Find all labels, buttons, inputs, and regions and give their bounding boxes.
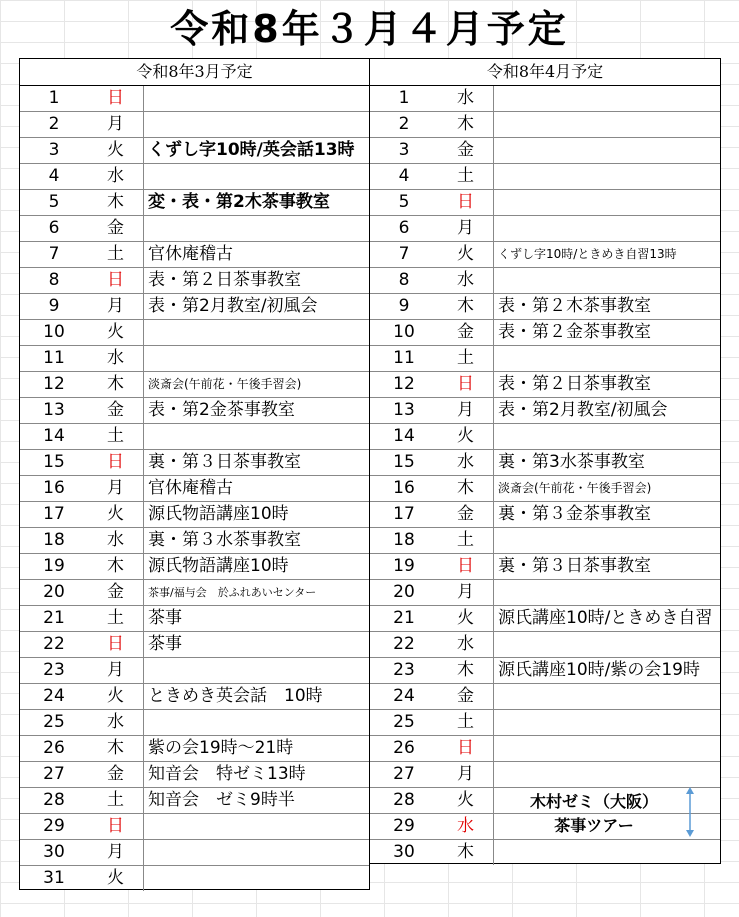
table-row	[370, 476, 720, 502]
table-row	[20, 346, 369, 372]
weekday: 水	[88, 346, 144, 371]
table-row	[370, 554, 720, 580]
page-title: 令和8年３月４月予定	[170, 7, 569, 51]
day-number: 4	[48, 166, 60, 186]
table-row	[20, 788, 369, 814]
weekday: 火	[438, 606, 494, 631]
event-text: 知音会 特ゼミ13時	[148, 764, 306, 784]
event-text	[496, 424, 720, 449]
event-text: 紫の会19時～21時	[148, 738, 294, 758]
event-text	[146, 86, 370, 111]
weekday: 日	[438, 372, 494, 397]
table-row	[20, 424, 369, 450]
weekday: 火	[88, 866, 144, 891]
weekday: 日	[88, 814, 144, 839]
weekday: 土	[438, 346, 494, 371]
table-row	[20, 606, 369, 632]
day-number: 29	[393, 816, 415, 836]
table-row	[20, 476, 369, 502]
table-row	[20, 866, 369, 892]
table-row	[370, 294, 720, 320]
day-number: 13	[43, 400, 65, 420]
weekday: 日	[438, 554, 494, 579]
table-row	[20, 450, 369, 476]
day-number: 16	[393, 478, 415, 498]
table-row	[370, 112, 720, 138]
weekday: 水	[88, 528, 144, 553]
day-number: 30	[43, 842, 65, 862]
day-number: 18	[43, 530, 65, 550]
table-row	[370, 736, 720, 762]
weekday: 木	[438, 840, 494, 865]
day-number: 17	[393, 504, 415, 524]
event-text: 変・表・第2木茶事教室	[148, 192, 330, 212]
day-number: 20	[393, 582, 415, 602]
weekday: 木	[438, 658, 494, 683]
weekday: 水	[438, 632, 494, 657]
event-text: 官休庵稽古	[148, 478, 233, 498]
day-number: 28	[393, 790, 415, 810]
weekday: 火	[88, 138, 144, 163]
weekday: 金	[88, 762, 144, 787]
table-row	[20, 216, 369, 242]
day-number: 23	[43, 660, 65, 680]
day-number: 24	[393, 686, 415, 706]
weekday: 火	[88, 684, 144, 709]
weekday: 日	[88, 450, 144, 475]
day-number: 12	[393, 374, 415, 394]
table-row	[20, 242, 369, 268]
day-number: 25	[43, 712, 65, 732]
march-header: 令和8年3月予定	[20, 59, 369, 86]
table-row	[370, 86, 720, 112]
event-text: 茶事/福与会 於ふれあいセンター	[148, 586, 317, 599]
day-number: 18	[393, 530, 415, 550]
weekday: 木	[88, 372, 144, 397]
table-row	[370, 580, 720, 606]
april-rows	[370, 86, 720, 866]
table-row	[370, 424, 720, 450]
april-table	[370, 58, 721, 864]
weekday: 日	[438, 736, 494, 761]
table-row	[20, 502, 369, 528]
table-row	[20, 840, 369, 866]
day-number: 22	[43, 634, 65, 654]
weekday: 土	[438, 528, 494, 553]
table-row	[370, 268, 720, 294]
day-number: 25	[393, 712, 415, 732]
table-row	[370, 450, 720, 476]
day-number: 5	[398, 192, 410, 212]
table-row	[370, 840, 720, 866]
event-text: 表・第２木茶事教室	[498, 296, 651, 316]
march-rows	[20, 86, 369, 892]
weekday: 木	[438, 112, 494, 137]
event-text: 裏・第３日茶事教室	[498, 556, 651, 576]
event-text	[496, 268, 720, 293]
event-text: 裏・第３水茶事教室	[148, 530, 301, 550]
weekday: 日	[88, 86, 144, 111]
day-number: 6	[48, 218, 60, 238]
table-row	[370, 762, 720, 788]
weekday: 土	[88, 242, 144, 267]
table-row	[370, 242, 720, 268]
table-row	[20, 320, 369, 346]
event-text: 表・第2月教室/初風会	[498, 400, 668, 420]
event-text	[146, 346, 370, 371]
day-number: 28	[43, 790, 65, 810]
table-row	[20, 164, 369, 190]
weekday: 金	[88, 216, 144, 241]
weekday: 月	[88, 294, 144, 319]
day-number: 13	[393, 400, 415, 420]
table-row	[20, 138, 369, 164]
event-text	[146, 658, 370, 683]
table-row	[20, 372, 369, 398]
weekday: 木	[88, 736, 144, 761]
table-row	[370, 528, 720, 554]
table-row	[370, 372, 720, 398]
day-number: 11	[43, 348, 65, 368]
day-number: 1	[398, 88, 410, 108]
event-text	[146, 164, 370, 189]
weekday: 火	[438, 788, 494, 813]
day-number: 14	[43, 426, 65, 446]
event-text	[496, 736, 720, 761]
day-number: 22	[393, 634, 415, 654]
weekday: 土	[88, 424, 144, 449]
table-row	[370, 164, 720, 190]
table-row	[20, 268, 369, 294]
weekday: 月	[438, 398, 494, 423]
day-number: 7	[48, 244, 60, 264]
weekday: 金	[88, 398, 144, 423]
table-row	[20, 190, 369, 216]
weekday: 月	[88, 840, 144, 865]
event-text	[496, 86, 720, 111]
event-text: 官休庵稽古	[148, 244, 233, 264]
day-number: 15	[393, 452, 415, 472]
day-number: 21	[393, 608, 415, 628]
table-row	[370, 190, 720, 216]
table-row	[20, 398, 369, 424]
event-text: くずし字10時/英会話13時	[148, 140, 355, 160]
event-text: 源氏講座10時/ときめき自習	[498, 608, 713, 628]
event-text	[496, 164, 720, 189]
day-number: 17	[43, 504, 65, 524]
day-number: 9	[48, 296, 60, 316]
weekday: 火	[438, 424, 494, 449]
table-row	[20, 762, 369, 788]
weekday: 月	[438, 216, 494, 241]
table-row	[20, 684, 369, 710]
table-row	[20, 632, 369, 658]
day-number: 24	[43, 686, 65, 706]
day-number: 1	[48, 88, 60, 108]
day-number: 27	[393, 764, 415, 784]
day-number: 26	[43, 738, 65, 758]
table-row	[20, 814, 369, 840]
day-number: 26	[393, 738, 415, 758]
table-row	[370, 346, 720, 372]
table-row	[370, 710, 720, 736]
table-row	[370, 216, 720, 242]
tour-note	[514, 790, 674, 838]
table-row	[370, 606, 720, 632]
weekday: 火	[88, 502, 144, 527]
day-number: 11	[393, 348, 415, 368]
weekday: 土	[88, 788, 144, 813]
weekday: 土	[88, 606, 144, 631]
weekday: 日	[88, 632, 144, 657]
day-number: 20	[43, 582, 65, 602]
table-row	[370, 138, 720, 164]
event-text: 表・第２日茶事教室	[148, 270, 301, 290]
day-number: 8	[48, 270, 60, 290]
event-text: 表・第2月教室/初風会	[148, 296, 318, 316]
event-text	[496, 840, 720, 865]
day-number: 30	[393, 842, 415, 862]
day-number: 5	[48, 192, 60, 212]
weekday: 月	[438, 580, 494, 605]
table-row	[20, 658, 369, 684]
day-number: 15	[43, 452, 65, 472]
table-row	[370, 658, 720, 684]
day-number: 10	[43, 322, 65, 342]
table-row	[20, 86, 369, 112]
weekday: 金	[438, 138, 494, 163]
weekday: 日	[88, 268, 144, 293]
weekday: 月	[88, 476, 144, 501]
tour-line1: 木村ゼミ（大阪）	[529, 792, 658, 811]
table-row	[20, 736, 369, 762]
double-arrow-icon	[686, 787, 694, 837]
table-row	[20, 528, 369, 554]
day-number: 9	[398, 296, 410, 316]
event-text	[146, 710, 370, 735]
table-row	[20, 554, 369, 580]
day-number: 31	[43, 868, 65, 888]
event-text	[496, 632, 720, 657]
weekday: 木	[438, 476, 494, 501]
event-text: 表・第２金茶事教室	[498, 322, 651, 342]
event-text	[146, 866, 370, 891]
day-number: 6	[398, 218, 410, 238]
table-row	[370, 502, 720, 528]
event-text	[146, 112, 370, 137]
weekday: 月	[438, 762, 494, 787]
table-row	[370, 684, 720, 710]
weekday: 金	[88, 580, 144, 605]
day-number: 14	[393, 426, 415, 446]
event-text: 源氏物語講座10時	[148, 504, 289, 524]
event-text: 源氏物語講座10時	[148, 556, 289, 576]
weekday: 月	[88, 658, 144, 683]
event-text: 裏・第３日茶事教室	[148, 452, 301, 472]
weekday: 金	[438, 320, 494, 345]
event-text	[496, 684, 720, 709]
event-text: 茶事	[148, 608, 182, 628]
weekday: 金	[438, 502, 494, 527]
day-number: 2	[398, 114, 410, 134]
event-text	[146, 840, 370, 865]
weekday: 水	[88, 710, 144, 735]
event-text	[146, 814, 370, 839]
weekday: 水	[438, 814, 494, 839]
day-number: 19	[43, 556, 65, 576]
table-row	[370, 320, 720, 346]
event-text: 源氏講座10時/紫の会19時	[498, 660, 700, 680]
event-text	[496, 710, 720, 735]
event-text	[496, 216, 720, 241]
event-text: くずし字10時/ときめき自習13時	[498, 247, 677, 261]
table-row	[370, 632, 720, 658]
day-number: 8	[398, 270, 410, 290]
table-row	[20, 294, 369, 320]
event-text: 淡斎会(午前花・午後手習会)	[148, 377, 302, 391]
day-number: 10	[393, 322, 415, 342]
event-text: 茶事	[148, 634, 182, 654]
day-number: 4	[398, 166, 410, 186]
event-text	[496, 762, 720, 787]
weekday: 水	[88, 164, 144, 189]
day-number: 7	[398, 244, 410, 264]
tour-line2: 茶事ツアー	[554, 816, 634, 835]
weekday: 火	[438, 242, 494, 267]
weekday: 木	[438, 294, 494, 319]
april-header: 令和8年4月予定	[370, 59, 720, 86]
event-text: ときめき英会話 10時	[148, 686, 323, 706]
day-number: 21	[43, 608, 65, 628]
event-text	[496, 138, 720, 163]
event-text: 表・第２日茶事教室	[498, 374, 651, 394]
day-number: 27	[43, 764, 65, 784]
day-number: 2	[48, 114, 60, 134]
day-number: 12	[43, 374, 65, 394]
day-number: 3	[48, 140, 60, 160]
day-number: 19	[393, 556, 415, 576]
weekday: 水	[438, 268, 494, 293]
weekday: 金	[438, 684, 494, 709]
day-number: 16	[43, 478, 65, 498]
event-text	[496, 346, 720, 371]
weekday: 木	[88, 554, 144, 579]
march-table	[19, 58, 370, 890]
event-text	[496, 580, 720, 605]
event-text	[146, 424, 370, 449]
table-row	[370, 398, 720, 424]
event-text	[496, 112, 720, 137]
weekday: 日	[438, 190, 494, 215]
weekday: 月	[88, 112, 144, 137]
event-text: 知音会 ゼミ9時半	[148, 790, 295, 810]
weekday: 火	[88, 320, 144, 345]
table-row	[20, 710, 369, 736]
weekday: 水	[438, 450, 494, 475]
event-text	[146, 216, 370, 241]
day-number: 23	[393, 660, 415, 680]
day-number: 3	[398, 140, 410, 160]
weekday: 木	[88, 190, 144, 215]
day-number: 29	[43, 816, 65, 836]
event-text: 裏・第3水茶事教室	[498, 452, 645, 472]
weekday: 水	[438, 86, 494, 111]
event-text: 淡斎会(午前花・午後手習会)	[498, 481, 652, 495]
event-text: 表・第2金茶事教室	[148, 400, 295, 420]
event-text	[146, 320, 370, 345]
weekday: 土	[438, 164, 494, 189]
event-text	[496, 190, 720, 215]
weekday: 土	[438, 710, 494, 735]
event-text: 裏・第３金茶事教室	[498, 504, 651, 524]
event-text	[496, 528, 720, 553]
table-row	[20, 112, 369, 138]
table-row	[20, 580, 369, 606]
